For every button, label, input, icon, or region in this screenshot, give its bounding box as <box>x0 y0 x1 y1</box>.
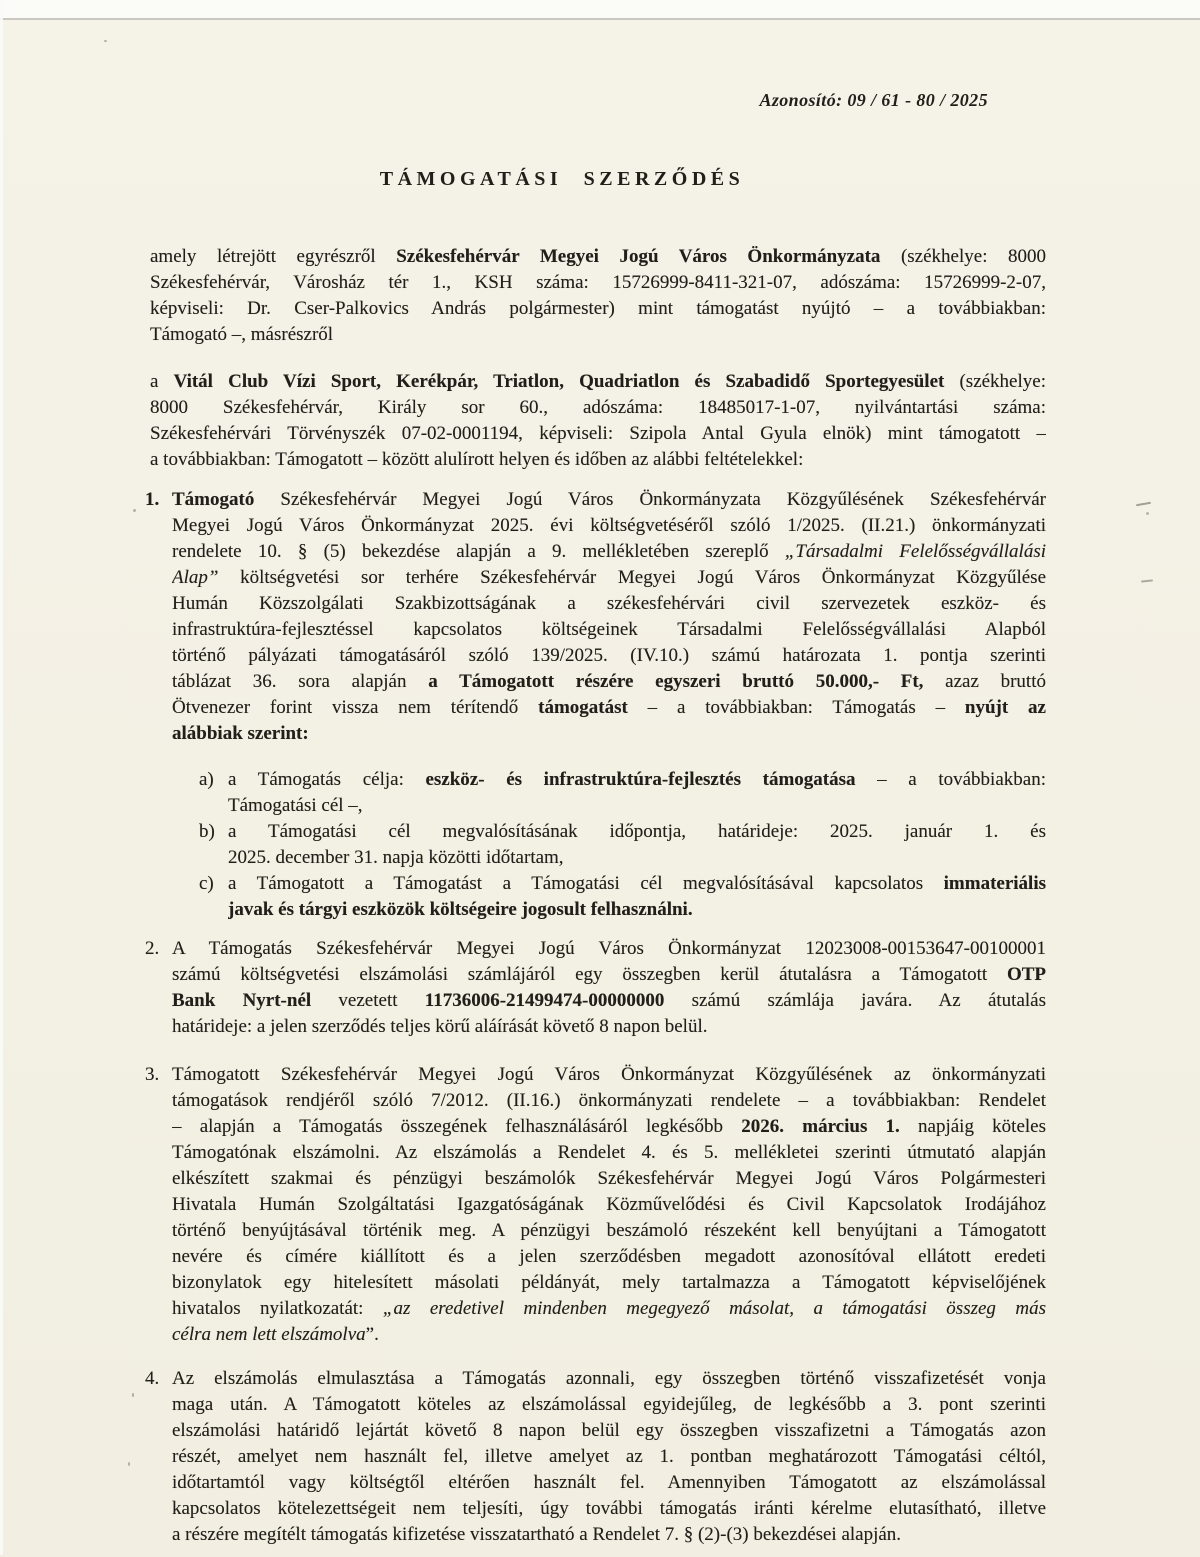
item-4-text: Az elszámolás elmulasztása a Támogatás azonnali, egy összegben történő visszafizetését vonja maga után. A Támogatott köteles az elszámolással egyidejűleg, de legkésőbb a 3. pont szerinti elszámolási határidő lejártát követő 8 napon belül egy összegben visszafizetni a Támogatás azon részét, amelyet nem használt fel, illetve amelyet az 1. pontban meghatározott Támogatási céltól, időtartamtól vagy költségtől eltérően használt fel. Amennyiben Támogatott az elszámolással kapcsolatos kötelezettségeit nem teljesíti, úgy további támogatás iránti kérelme elutasítható, illetve a részére megítélt támogatás kifizetése visszatartható a Rendelet 7. § (2)-(3) bekezdései alapján. <box>172 1368 1046 1545</box>
paragraph-grantor: amely létrejött egyrészről Székesfehérvár Megyei Jogú Város Önkormányzata (székhelye: 8000 Székesfehérvár, Városház tér 1., KSH száma: 15726999-8411-321-07, adószáma: 15726999-2-07, képviseli: Dr. Cser-Palkovics András polgármester) mint támogatást nyújtó – a továbbiakban: Támogató –, másrészről <box>150 246 1046 345</box>
contract-item-1c <box>199 871 1046 923</box>
item-1-number: 1. <box>145 489 160 510</box>
contract-item-4 <box>145 1366 1046 1548</box>
item-3-text: Támogatott Székesfehérvár Megyei Jogú Város Önkormányzat Közgyűlésének az önkormányzati támogatások rendjéről szóló 7/2012. (II.16.) önkormányzati rendelete – a továbbiakban: Rendelet – alapján a Támogatás összegének felhasználásáról legkésőbb 2026. március 1. napjáig köteles Támogatónak elszámolni. Az elszámolás a Rendelet 4. és 5. mellékletei szerinti útmutató alapján elkészített szakmai és pénzügyi beszámolók Székesfehérvár Megyei Jogú Város Polgármesteri Hivatala Humán Szolgáltatási Igazgatóságának Közművelődési és Civil Kapcsolatok Irodájához történő benyújtásával történik meg. A pénzügyi beszámoló részeként kell benyújtani a Támogatott nevére és címére kiállított és a jelen szerződésben megadott azonosítóval ellátott eredeti bizonylatok egy hitelesített másolati példányát, mely tartalmazza a Támogatott képviselőjének hivatalos nyilatkozatát: „az eredetivel mindenben megegyező másolat, a támogatási összeg más célra nem lett elszámolva”. <box>172 1064 1046 1345</box>
contract-item-1a <box>199 767 1046 819</box>
contract-item-1b <box>199 819 1046 871</box>
contract-item-2 <box>145 936 1046 1040</box>
item-1b-letter: b) <box>199 821 215 842</box>
paragraph-grantee: a Vitál Club Vízi Sport, Kerékpár, Triatlon, Quadriatlon és Szabadidő Sportegyesület (székhelye: 8000 Székesfehérvár, Király sor 60., adószáma: 18485017-1-07, nyilvántartási száma: Székesfehérvári Törvényszék 07-02-0001194, képviseli: Szipola Antal Gyula elnök) mint támogatott – a továbbiakban: Támogatott – között alulírott helyen és időben az alábbi feltételekkel: <box>150 371 1046 470</box>
item-1c-text: a Támogatott a Támogatást a Támogatási cél megvalósításával kapcsolatos immateriális javak és tárgyi eszközök költségeire jogosult felhasználni. <box>228 873 1046 920</box>
item-1c-letter: c) <box>199 873 214 894</box>
document-title: TÁMOGATÁSI SZERZŐDÉS <box>379 168 745 190</box>
item-2-number: 2. <box>145 938 160 959</box>
item-4-number: 4. <box>145 1368 160 1389</box>
contract-item-3 <box>145 1062 1046 1348</box>
scan-left-edge <box>0 0 3 1555</box>
item-3-number: 3. <box>145 1064 160 1085</box>
item-1a-text: a Támogatás célja: eszköz- és infrastruktúra-fejlesztés támogatása – a továbbiakban: Támogatási cél –, <box>228 769 1046 816</box>
item-1a-letter: a) <box>199 769 214 790</box>
item-1-text: Támogató Székesfehérvár Megyei Jogú Város Önkormányzata Közgyűlésének Székesfehérvár Megyei Jogú Város Önkormányzat 2025. évi költségvetéséről szóló 1/2025. (II.21.) önkormányzati rendelete 10. § (5) bekezdése alapján a 9. mellékletében szereplő „Társadalmi Felelősségvállalási Alap” költségvetési sor terhére Székesfehérvár Megyei Jogú Város Önkormányzat Közgyűlése Humán Közszolgálati Szakbizottságának a székesfehérvári civil szervezetek eszköz- és infrastruktúra-fejlesztéssel kapcsolatos költségeinek Társadalmi Felelősségvállalási Alapból történő pályázati támogatásáról szóló 139/2025. (IV.10.) számú határozata 1. pontja szerinti táblázat 36. sora alapján a Támogatott részére egyszeri bruttó 50.000,- Ft, azaz bruttó Ötvenezer forint vissza nem térítendő támogatást – a továbbiakban: Támogatás – nyújt az alábbiak szerint: <box>172 489 1046 744</box>
document-id: Azonosító: 09 / 61 - 80 / 2025 <box>759 90 988 110</box>
item-2-text: A Támogatás Székesfehérvár Megyei Jogú Város Önkormányzat 12023008-00153647-00100001 számú költségvetési elszámolási számlájáról egy összegben kerül átutalásra a Támogatott OTP Bank Nyrt-nél vezetett 11736006-21499474-00000000 számú számlája javára. Az átutalás határideje: a jelen szerződés teljes körű aláírását követő 8 napon belül. <box>172 938 1046 1037</box>
item-1b-text: a Támogatási cél megvalósításának időpontja, határideje: 2025. január 1. és 2025. december 31. napja közötti időtartam, <box>228 821 1046 868</box>
contract-item-1 <box>145 487 1046 747</box>
